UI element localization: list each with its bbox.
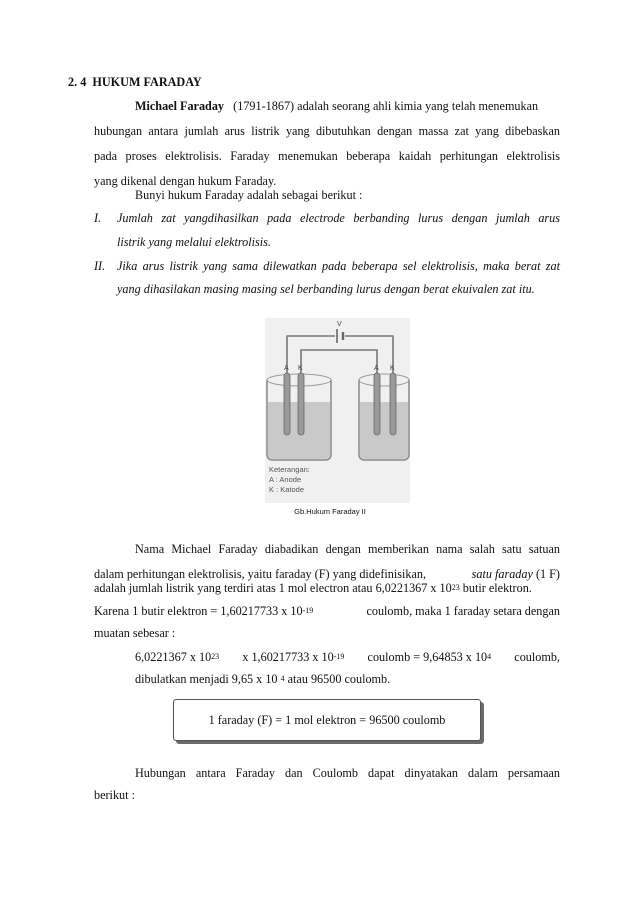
- calc-exp-1: 23: [211, 652, 220, 661]
- legend-title: Keterangan:: [269, 465, 310, 474]
- calc-line-1: [135, 650, 560, 665]
- para2-line-4: [94, 604, 560, 619]
- satu-faraday-term: satu faraday: [471, 567, 533, 581]
- law-2-numeral: II.: [94, 259, 106, 273]
- para2-line-3-end: butir elektron.: [459, 581, 532, 595]
- section-number: 2. 4: [68, 75, 87, 89]
- calc-part-3: coulomb = 9,64853 x 10: [367, 650, 488, 664]
- electrode-cathode-right: [390, 373, 396, 435]
- para3-line-1: Hubungan antara Faraday dan Coulomb dapat dinyatakan dalam persamaan: [135, 766, 560, 780]
- beaker-right-rim: [359, 374, 409, 386]
- para2-line-3: [94, 581, 532, 596]
- calc-part-2: x 1,60217733 x 10: [242, 650, 334, 664]
- intro-line-2: hubungan antara jumlah arus listrik yang dibutuhkan dengan massa zat yang dibebaskan: [94, 124, 560, 138]
- formula-text: 1 faraday (F) = 1 mol elektron = 96500 coulomb: [208, 712, 446, 727]
- exponent-minus-19: -19: [302, 606, 314, 615]
- law-1-line-2: listrik yang melalui elektrolisis.: [117, 235, 271, 249]
- calc-exp-2: -19: [333, 652, 345, 661]
- intro-line-4: yang dikenal dengan hukum Faraday.: [94, 174, 277, 188]
- para2-line-5: muatan sebesar :: [94, 626, 176, 640]
- calc-part-1: 6,0221367 x 10: [135, 650, 212, 664]
- exponent-23: 23: [451, 583, 460, 592]
- cathode-right-label: K: [390, 365, 395, 372]
- voltage-label: V: [337, 321, 342, 328]
- formula-box: [173, 699, 481, 741]
- section-title: HUKUM FARADAY: [92, 75, 202, 89]
- laws-lead: Bunyi hukum Faraday adalah sebagai berikut :: [135, 188, 363, 202]
- calc-exp-3: 4: [487, 652, 492, 661]
- calc2-part-2: atau 96500 coulomb.: [284, 672, 391, 686]
- cathode-left-label: K: [298, 365, 303, 372]
- wire-left: [287, 336, 335, 373]
- legend-anode: A : Anode: [269, 475, 302, 484]
- legend-cathode: K : Katode: [269, 485, 305, 494]
- para2-line-4-end: coulomb, maka 1 faraday setara dengan: [366, 604, 560, 618]
- calc2-part-1: dibulatkan menjadi 9,65 x 10: [135, 672, 281, 686]
- para2-line-2: [94, 567, 560, 582]
- scientist-name: Michael Faraday: [135, 99, 225, 113]
- electrode-anode-left: [284, 373, 290, 435]
- wire-bridge: [301, 350, 377, 373]
- one-f-term: (1 F): [535, 567, 560, 581]
- electrode-cathode-left: [298, 373, 304, 435]
- law-1-numeral: I.: [94, 211, 102, 225]
- section-heading: [68, 75, 202, 90]
- law-2-line-2: yang dihasilakan masing masing sel berbanding lurus dengan berat ekuivalen zat itu.: [117, 282, 535, 296]
- calc2-exp: 4: [280, 674, 285, 683]
- law-2-line-1: Jika arus listrik yang sama dilewatkan pada beberapa sel elektrolisis, maka berat zat: [117, 259, 560, 273]
- figure-caption: Gb.Hukum Faraday II: [294, 507, 366, 516]
- law-1-line-1: Jumlah zat yangdihasilkan pada electrode berbanding lurus dengan jumlah arus: [117, 211, 560, 225]
- calc-line-2: [135, 672, 390, 687]
- electrolysis-diagram: [265, 318, 410, 503]
- scientist-years: (1791-1867): [233, 99, 295, 113]
- intro-line-1-text: adalah seorang ahli kimia yang telah menemukan: [297, 99, 539, 113]
- intro-line-1: [135, 99, 560, 114]
- wire-right: [345, 336, 393, 373]
- electrolysis-figure: [265, 318, 410, 503]
- para3-line-2: berikut :: [94, 788, 135, 802]
- para2-line-1: Nama Michael Faraday diabadikan dengan memberikan nama salah satu satuan: [135, 542, 560, 556]
- anode-right-label: A: [374, 365, 379, 372]
- intro-line-3: pada proses elektrolisis. Faraday menemukan beberapa kaidah perhitungan elektrolisis: [94, 149, 560, 163]
- calc-part-4: coulomb,: [514, 650, 560, 664]
- para2-line-3-text: adalah jumlah listrik yang terdiri atas 1 mol electron atau 6,0221367 x 10: [94, 581, 452, 595]
- para2-line-4-text: Karena 1 butir elektron = 1,60217733 x 10: [94, 604, 303, 618]
- electrode-anode-right: [374, 373, 380, 435]
- beaker-right-solution: [360, 402, 408, 459]
- anode-left-label: A: [284, 365, 289, 372]
- para2-line-2-text: dalam perhitungan elektrolisis, yaitu faraday (F) yang didefinisikan,: [94, 567, 427, 581]
